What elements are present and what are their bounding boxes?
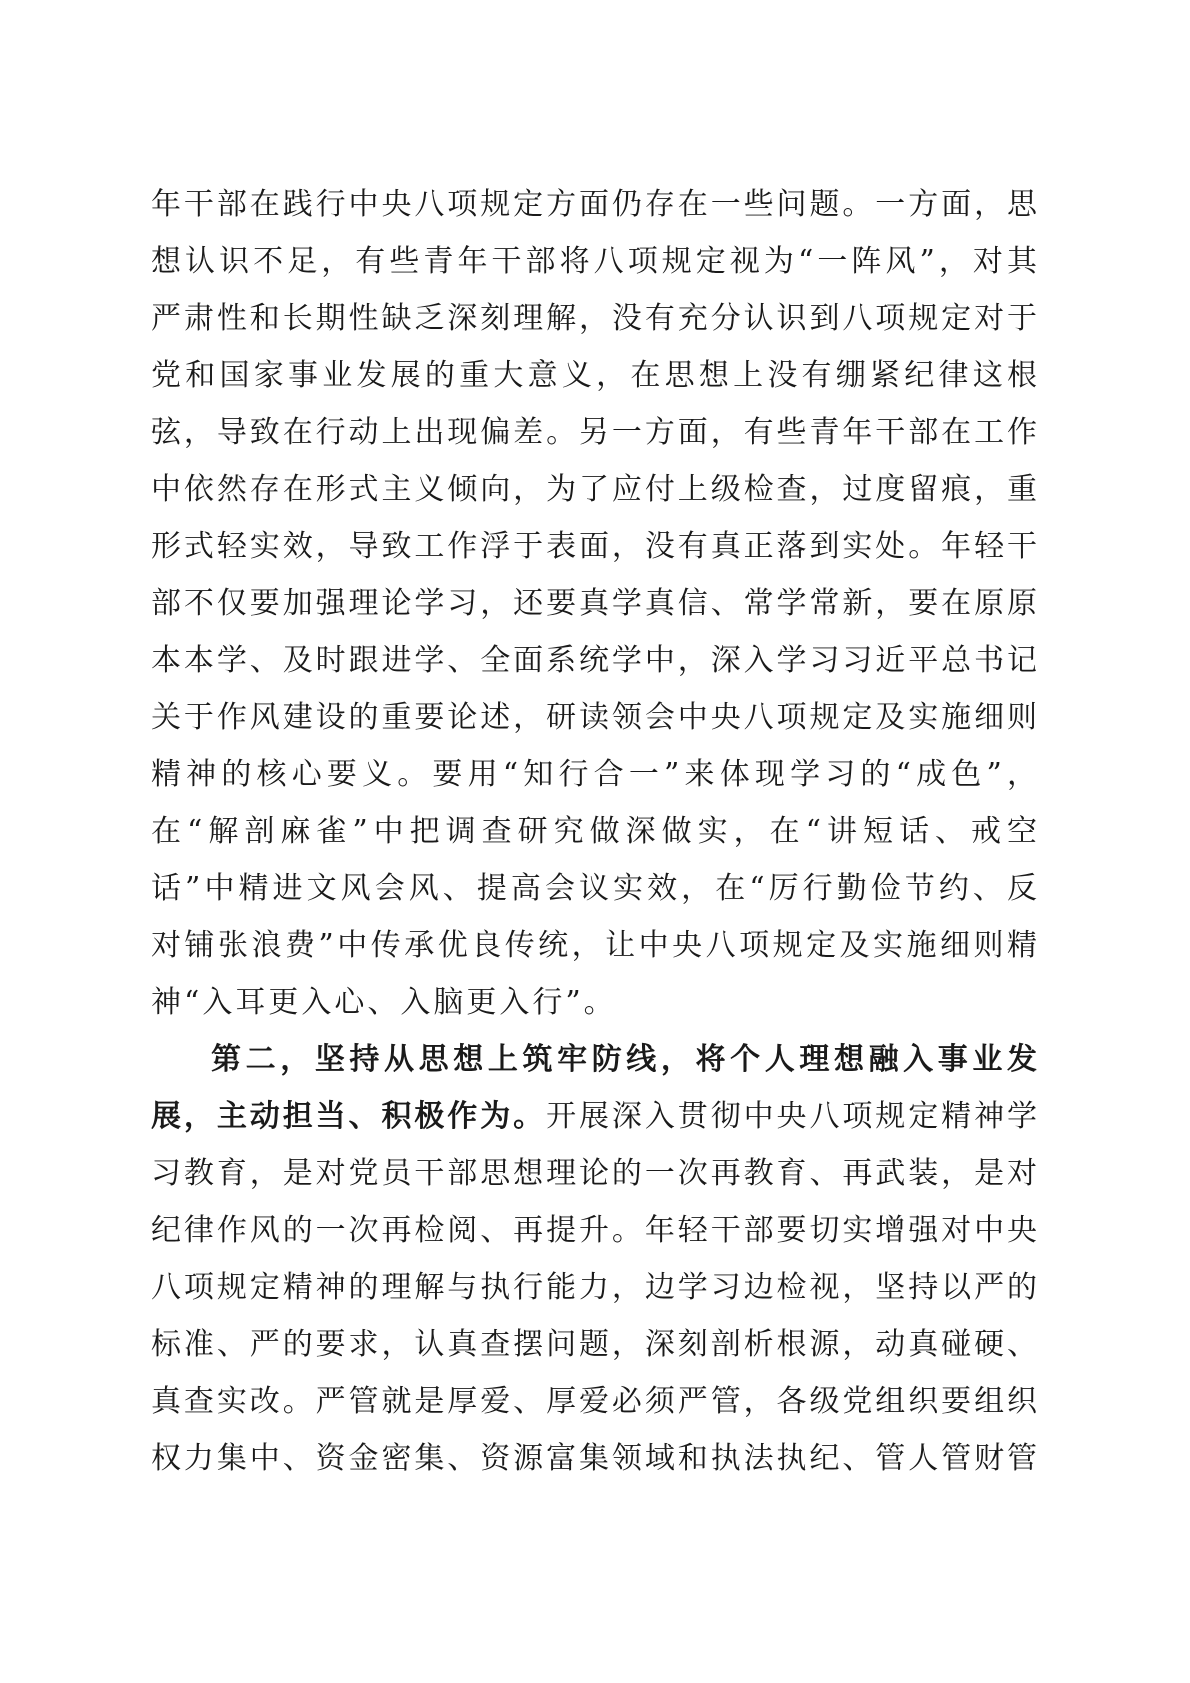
text-span: 开展深入贯彻中央八项规定精神学 [546, 1099, 1037, 1134]
text-line: 习教育，是对党员干部思想理论的一次再教育、再武装，是对 [151, 1156, 1037, 1191]
section-heading-tail: 展，主动担当、积极作为。 [151, 1099, 547, 1134]
text-line: 关于作风建设的重要论述，研读领会中央八项规定及实施细则 [151, 700, 1037, 735]
text-line: 想认识不足，有些青年干部将八项规定视为“一阵风”，对其 [151, 244, 1037, 279]
text-line-last: 神“入耳更入心、入脑更入行”。 [151, 985, 617, 1020]
text-line: 形式轻实效，导致工作浮于表面，没有真正落到实处。年轻干 [151, 529, 1037, 564]
text-line: 年干部在践行中央八项规定方面仍存在一些问题。一方面，思 [151, 187, 1037, 222]
text-line: 本本学、及时跟进学、全面系统学中，深入学习习近平总书记 [151, 643, 1037, 678]
text-line: 真查实改。严管就是厚爱、厚爱必须严管，各级党组织要组织 [151, 1384, 1037, 1419]
section-heading-line: 第二，坚持从思想上筑牢防线，将个人理想融入事业发 [211, 1042, 1037, 1077]
text-line: 精神的核心要义。要用“知行合一”来体现学习的“成色”， [151, 757, 1037, 792]
text-line: 弦，导致在行动上出现偏差。另一方面，有些青年干部在工作 [151, 415, 1037, 450]
text-line: 中依然存在形式主义倾向，为了应付上级检查，过度留痕，重 [151, 472, 1037, 507]
text-line: 党和国家事业发展的重大意义，在思想上没有绷紧纪律这根 [151, 358, 1037, 393]
text-line: 严肃性和长期性缺乏深刻理解，没有充分认识到八项规定对于 [151, 301, 1037, 336]
text-line: 纪律作风的一次再检阅、再提升。年轻干部要切实增强对中央 [151, 1213, 1037, 1248]
text-line: 八项规定精神的理解与执行能力，边学习边检视，坚持以严的 [151, 1270, 1037, 1305]
text-line-mixed [151, 1089, 1037, 1145]
text-line: 话”中精进文风会风、提高会议实效，在“厉行勤俭节约、反 [151, 871, 1037, 906]
text-line: 对铺张浪费”中传承优良传统，让中央八项规定及实施细则精 [151, 928, 1037, 963]
text-line: 部不仅要加强理论学习，还要真学真信、常学常新，要在原原 [151, 586, 1037, 621]
text-line: 标准、严的要求，认真查摆问题，深刻剖析根源，动真碰硬、 [151, 1327, 1037, 1362]
text-line: 权力集中、资金密集、资源富集领域和执法执纪、管人管财管 [151, 1441, 1037, 1476]
text-line: 在“解剖麻雀”中把调查研究做深做实，在“讲短话、戒空 [151, 814, 1037, 849]
